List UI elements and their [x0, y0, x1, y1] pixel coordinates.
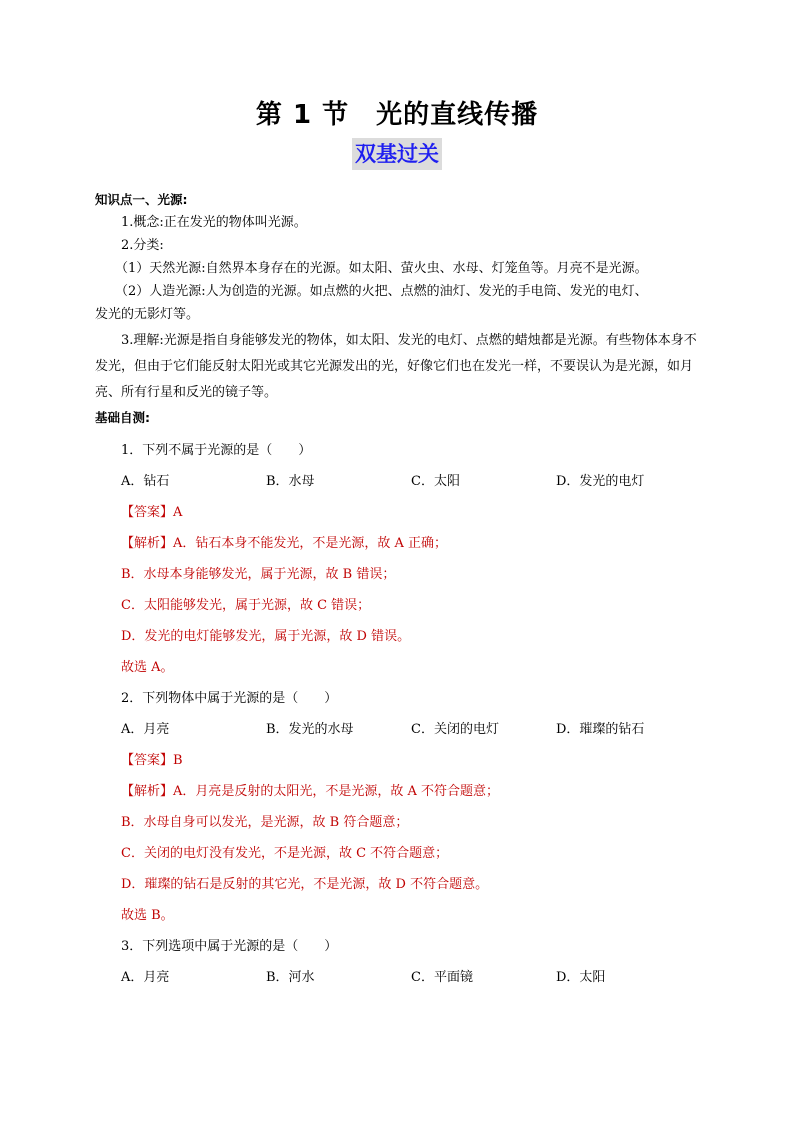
question-options [95, 466, 701, 497]
option-c: C．平面镜 [411, 970, 473, 985]
answer-label: 【答案】 [121, 505, 174, 520]
answer-line [95, 745, 701, 776]
analysis-line [95, 776, 701, 807]
question-3 [95, 931, 701, 993]
analysis-label: 【解析】 [121, 536, 174, 551]
analysis-item: B．水母自身可以发光，是光源，故 B 符合题意； [121, 815, 409, 830]
analysis-item: D．璀璨的钻石是反射的其它光，不是光源，故 D 不符合题意。 [121, 877, 489, 892]
section-subtitle: 双基过关 [352, 138, 442, 170]
analysis-line [95, 528, 701, 559]
analysis-item: A．钻石本身不能发光，不是光源，故 A 正确； [173, 536, 448, 551]
option-c: C．太阳 [411, 474, 460, 489]
question-stem: 1．下列不属于光源的是（ ） [121, 443, 312, 458]
question-options [95, 714, 701, 745]
content [95, 188, 701, 993]
option-d: D．发光的电灯 [556, 474, 645, 489]
page-title: 第 1 节 光的直线传播 [255, 100, 539, 130]
artificial-source-text-cont: 发光的无影灯等。 [95, 307, 200, 322]
question-stem: 2．下列物体中属于光源的是（ ） [121, 691, 338, 706]
question-1 [95, 435, 701, 683]
practice-heading: 基础自测: [95, 410, 150, 425]
answer-line [95, 497, 701, 528]
answer-value: A [173, 505, 183, 520]
classification-text: 2.分类: [121, 238, 164, 253]
option-d: D．璀璨的钻石 [556, 722, 645, 737]
analysis-item: A．月亮是反射的太阳光，不是光源，故 A 不符合题意； [173, 784, 500, 799]
answer-value: B [173, 753, 183, 768]
knowledge-heading: 知识点一、光源: [95, 192, 188, 207]
concept-text: 1.概念:正在发光的物体叫光源。 [121, 215, 307, 230]
question-2 [95, 683, 701, 931]
option-a: A．月亮 [121, 970, 170, 985]
question-options [95, 962, 701, 993]
option-b: B．水母 [266, 474, 315, 489]
answer-label: 【答案】 [121, 753, 174, 768]
option-c: C．关闭的电灯 [411, 722, 499, 737]
option-b: B．发光的水母 [266, 722, 354, 737]
conclusion: 故选 B。 [121, 908, 174, 923]
analysis-item: C．关闭的电灯没有发光，不是光源，故 C 不符合题意； [121, 846, 449, 861]
question-stem: 3．下列选项中属于光源的是（ ） [121, 939, 338, 954]
understanding-text: 3.理解:光源是指自身能够发光的物体，如太阳、发光的电灯、点燃的蜡烛都是光源。有些物体本身不发光，但由于它们能反射太阳光或其它光源发出的光，好像它们也在发光一样，不要误认为是光源，如月亮、所有行星和反光的镜子等。 [95, 333, 697, 400]
analysis-item: C．太阳能够发光，属于光源，故 C 错误； [121, 598, 371, 613]
subtitle-wrap [0, 138, 794, 170]
analysis-item: B．水母本身能够发光，属于光源，故 B 错误； [121, 567, 396, 582]
option-d: D．太阳 [556, 970, 606, 985]
analysis-label: 【解析】 [121, 784, 174, 799]
conclusion: 故选 A。 [121, 660, 174, 675]
artificial-source-text: （2）人造光源:人为创造的光源。如点燃的火把、点燃的油灯、发光的手电筒、发光的电灯、 [115, 284, 648, 299]
natural-source-text: （1）天然光源:自然界本身存在的光源。如太阳、萤火虫、水母、灯笼鱼等。月亮不是光源。 [115, 261, 648, 276]
option-a: A．月亮 [121, 722, 170, 737]
analysis-item: D．发光的电灯能够发光，属于光源，故 D 错误。 [121, 629, 411, 644]
option-a: A．钻石 [121, 474, 170, 489]
option-b: B．河水 [266, 970, 315, 985]
